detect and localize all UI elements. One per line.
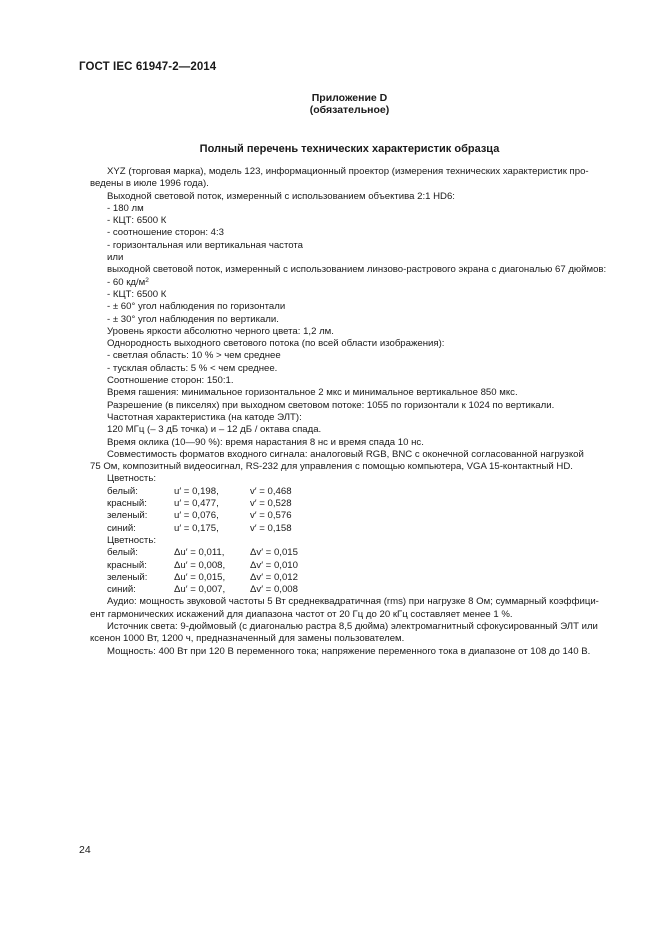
luminance-value: - 60 кд/м [107,276,146,288]
delta-u-value: Δu′ = 0,007, [174,584,226,596]
resolution: Разрешение (в пикселях) при выходном световом потоке: 1055 по горизонтали к 1024 по вертикали. [107,399,555,411]
table-row [90,547,611,559]
table-row [90,498,611,510]
list-item: - горизонтальная или вертикальная частота [107,239,303,251]
frequency-value: 120 МГц (– 3 дБ точка) и – 12 дБ / октава спада. [107,424,322,436]
delta-v-value: Δv′ = 0,008 [250,584,298,596]
list-item: - тусклая область: 5 % < чем среднее. [107,362,278,374]
color-name: красный: [107,559,147,571]
delta-u-value: Δu′ = 0,011, [174,547,225,559]
flux-screen: выходной световой поток, измеренный с использованием линзово-растрового экрана с диагональю 67 дюймов: [107,264,607,276]
light-source-line: ксенон 1000 Вт, 1200 ч, предназначенный для замены пользователем. [90,633,405,645]
aspect-ratio: Соотношение сторон: 150:1. [107,375,234,387]
list-item: - ± 60° угол наблюдения по горизонтали [107,301,286,313]
black-level: Уровень яркости абсолютно черного цвета: 1,2 лм. [107,325,334,337]
v-value: v′ = 0,468 [250,485,292,497]
color-name: зеленый: [107,571,148,583]
audio-line: Аудио: мощность звуковой частоты 5 Вт среднеквадратичная (rms) при нагрузке 8 Ом; суммарный коэффици- [107,596,599,608]
power-line: Мощность: 400 Вт при 120 В переменного тока; напряжение переменного тока в диапазоне от 108 до 140 В. [107,645,591,657]
flux-lens: Выходной световой поток, измеренный с использованием объектива 2:1 HD6: [107,190,455,202]
list-item: - КЦТ: 6500 К [107,215,167,227]
compatibility-line: 75 Ом, композитный видеосигнал, RS-232 для управления с помощью компьютера, VGA 15-контактный HD. [90,461,573,473]
compatibility-line: Совместимость форматов входного сигнала: аналоговый RGB, BNC с оконечной согласованной нагрузкой [107,448,584,460]
delta-u-value: Δu′ = 0,015, [174,571,226,583]
superscript: 2 [145,276,149,284]
delta-v-value: Δv′ = 0,010 [250,559,298,571]
color-name: синий: [107,522,136,534]
table-row [90,560,611,572]
table-row [90,523,611,535]
list-item [90,277,611,289]
response-time: Время оклика (10—90 %): время нарастания 8 нс и время спада 10 нс. [107,436,424,448]
list-item: - КЦТ: 6500 К [107,288,167,300]
v-value: v′ = 0,158 [250,522,292,534]
list-item: - 180 лм [107,202,144,214]
blanking-time: Время гашения: минимальное горизонтальное 2 мкс и минимальное вертикальное 850 мкс. [107,387,518,399]
list-item: - светлая область: 10 % > чем среднее [107,350,281,362]
table-row [90,572,611,584]
delta-u-value: Δu′ = 0,008, [174,559,226,571]
table-row [90,510,611,522]
document-body [90,166,611,658]
annex-status: (обязательное) [309,104,390,116]
u-value: u′ = 0,175, [174,522,219,534]
uniformity: Однородность выходного светового потока (по всей области изображения): [107,338,445,350]
table-row [90,486,611,498]
audio-line: ент гармонических искажений для диапазона частот от 20 Гц до 20 кГц составляет менее 1 %. [90,608,513,620]
intro-line: XYZ (торговая марка), модель 123, информационный проектор (измерения технических характеристик про- [107,166,589,177]
color-name: зеленый: [107,510,148,522]
u-value: u′ = 0,477, [174,498,219,510]
or-text: или [107,252,124,264]
table-row [90,584,611,596]
delta-v-value: Δv′ = 0,015 [250,547,298,559]
chromaticity-label: Цветность: [107,473,156,485]
v-value: v′ = 0,528 [250,498,292,510]
light-source-line: Источник света: 9-дюймовый (с диагональю растра 8,5 дюйма) электромагнитный сфокусированный ЭЛТ или [107,620,598,632]
list-item: - соотношение сторон: 4:3 [107,227,224,239]
color-name: красный: [107,498,147,510]
color-name: белый: [107,485,138,497]
chromaticity-label: Цветность: [107,534,156,546]
section-heading: Полный перечень технических характеристик образца [199,143,500,155]
delta-v-value: Δv′ = 0,012 [250,571,298,583]
v-value: v′ = 0,576 [250,510,292,522]
u-value: u′ = 0,076, [174,510,219,522]
document-header: ГОСТ IEC 61947-2—2014 [79,61,217,73]
u-value: u′ = 0,198, [174,485,219,497]
annex-title: Приложение D [311,92,388,104]
color-name: синий: [107,584,136,596]
list-item: - ± 30° угол наблюдения по вертикали. [107,313,279,325]
color-name: белый: [107,547,138,559]
intro-line: ведены в июле 1996 года). [90,178,209,190]
frequency-label: Частотная характеристика (на катоде ЭЛТ): [107,411,302,423]
page-number: 24 [79,844,91,856]
